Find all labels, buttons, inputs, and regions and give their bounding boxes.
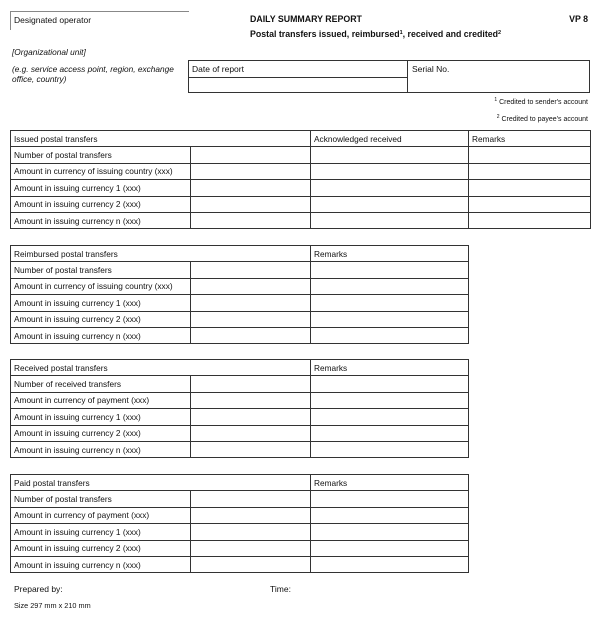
time-label: Time: — [270, 584, 291, 594]
remarks-header: Remarks — [311, 360, 469, 376]
remarks-cell[interactable] — [311, 409, 469, 425]
table-row — [11, 163, 591, 179]
value-cell[interactable] — [191, 327, 311, 343]
footnote-1-text: Credited to sender's account — [499, 99, 588, 106]
value-cell[interactable] — [191, 196, 311, 212]
value-cell[interactable] — [191, 163, 311, 179]
date-of-report-box — [188, 60, 408, 93]
table-row — [11, 295, 469, 311]
acknowledged-cell[interactable] — [311, 212, 469, 228]
row-label: Amount in currency of issuing country (xxx) — [11, 278, 191, 294]
row-label: Amount in issuing currency 1 (xxx) — [11, 295, 191, 311]
row-label: Amount in issuing currency 2 (xxx) — [11, 540, 191, 556]
row-label: Amount in issuing currency 2 (xxx) — [11, 311, 191, 327]
value-cell[interactable] — [191, 180, 311, 196]
prepared-by-label: Prepared by: — [14, 584, 63, 594]
designated-operator-label: Designated operator — [14, 15, 92, 25]
remarks-cell[interactable] — [311, 540, 469, 556]
acknowledged-cell[interactable] — [311, 163, 469, 179]
table-row — [11, 409, 469, 425]
remarks-cell[interactable] — [469, 163, 591, 179]
remarks-cell[interactable] — [311, 425, 469, 441]
value-cell[interactable] — [191, 524, 311, 540]
remarks-cell[interactable] — [311, 392, 469, 408]
value-cell[interactable] — [191, 147, 311, 163]
form-code: VP 8 — [569, 14, 588, 24]
remarks-cell[interactable] — [311, 327, 469, 343]
table-row — [11, 196, 591, 212]
reimbursed-transfers-table — [10, 245, 469, 344]
remarks-cell[interactable] — [469, 180, 591, 196]
row-label: Amount in issuing currency 1 (xxx) — [11, 409, 191, 425]
table-header-row — [11, 475, 469, 491]
table-row — [11, 262, 469, 278]
row-label: Number of received transfers — [11, 376, 191, 392]
remarks-cell[interactable] — [311, 507, 469, 523]
row-label: Amount in issuing currency 1 (xxx) — [11, 524, 191, 540]
footnote-2-number: 2 — [496, 114, 500, 120]
remarks-cell[interactable] — [311, 441, 469, 457]
serial-number-label: Serial No. — [412, 64, 450, 74]
remarks-cell[interactable] — [311, 295, 469, 311]
table-row — [11, 327, 469, 343]
row-label: Amount in issuing currency n (xxx) — [11, 556, 191, 572]
page-size-note: Size 297 mm x 210 mm — [14, 601, 91, 610]
table-row — [11, 507, 469, 523]
acknowledged-cell[interactable] — [311, 180, 469, 196]
table-row — [11, 147, 591, 163]
footnote-ref-2: 2 — [498, 30, 502, 36]
acknowledged-cell[interactable] — [311, 196, 469, 212]
remarks-header: Remarks — [469, 131, 591, 147]
acknowledged-received-header: Acknowledged received — [311, 131, 469, 147]
row-label: Amount in issuing currency 1 (xxx) — [11, 180, 191, 196]
footnote-1 — [494, 97, 588, 106]
issued-section-title: Issued postal transfers — [11, 131, 311, 147]
row-label: Amount in issuing currency 2 (xxx) — [11, 425, 191, 441]
table-row — [11, 425, 469, 441]
table-row — [11, 278, 469, 294]
row-label: Amount in issuing currency n (xxx) — [11, 212, 191, 228]
serial-number-box[interactable] — [407, 60, 590, 93]
value-cell[interactable] — [191, 409, 311, 425]
row-label: Amount in currency of payment (xxx) — [11, 392, 191, 408]
row-label: Number of postal transfers — [11, 491, 191, 507]
value-cell[interactable] — [191, 311, 311, 327]
row-label: Amount in currency of payment (xxx) — [11, 507, 191, 523]
remarks-cell[interactable] — [311, 524, 469, 540]
row-label: Amount in currency of issuing country (xxx) — [11, 163, 191, 179]
table-row — [11, 524, 469, 540]
value-cell[interactable] — [191, 556, 311, 572]
row-label: Amount in issuing currency n (xxx) — [11, 441, 191, 457]
subtitle-part2: , received and credited — [402, 29, 499, 39]
table-row — [11, 556, 469, 572]
row-label: Amount in issuing currency n (xxx) — [11, 327, 191, 343]
table-row — [11, 212, 591, 228]
remarks-header: Remarks — [311, 246, 469, 262]
table-row — [11, 491, 469, 507]
received-section-title: Received postal transfers — [11, 360, 311, 376]
remarks-cell[interactable] — [311, 491, 469, 507]
organizational-unit-label: [Organizational unit] — [12, 47, 86, 57]
table-row — [11, 441, 469, 457]
value-cell[interactable] — [191, 425, 311, 441]
remarks-cell[interactable] — [311, 262, 469, 278]
value-cell[interactable] — [191, 507, 311, 523]
paid-transfers-table — [10, 474, 469, 573]
value-cell[interactable] — [191, 392, 311, 408]
row-label: Amount in issuing currency 2 (xxx) — [11, 196, 191, 212]
footnote-1-number: 1 — [494, 97, 498, 103]
footnote-ref-1: 1 — [399, 30, 403, 36]
table-header-row — [11, 131, 591, 147]
remarks-cell[interactable] — [469, 196, 591, 212]
value-cell[interactable] — [191, 441, 311, 457]
remarks-header: Remarks — [311, 475, 469, 491]
report-title: DAILY SUMMARY REPORT — [250, 14, 362, 24]
report-subtitle — [250, 29, 501, 39]
value-cell[interactable] — [191, 376, 311, 392]
reimbursed-section-title: Reimbursed postal transfers — [11, 246, 311, 262]
remarks-cell[interactable] — [311, 376, 469, 392]
table-row — [11, 376, 469, 392]
remarks-cell[interactable] — [469, 212, 591, 228]
value-cell[interactable] — [191, 295, 311, 311]
table-row — [11, 392, 469, 408]
issued-transfers-table — [10, 130, 591, 229]
paid-section-title: Paid postal transfers — [11, 475, 311, 491]
organizational-unit-note: (e.g. service access point, region, exchange office, country) — [12, 64, 174, 84]
remarks-cell[interactable] — [311, 311, 469, 327]
received-transfers-table — [10, 359, 469, 458]
table-row — [11, 540, 469, 556]
remarks-cell[interactable] — [469, 147, 591, 163]
date-of-report-input[interactable] — [189, 78, 407, 92]
value-cell[interactable] — [191, 262, 311, 278]
footnote-2-text: Credited to payee's account — [501, 116, 588, 123]
table-header-row — [11, 360, 469, 376]
table-header-row — [11, 246, 469, 262]
footnote-2 — [497, 114, 588, 123]
remarks-cell[interactable] — [311, 278, 469, 294]
subtitle-part1: Postal transfers issued, reimbursed — [250, 29, 400, 39]
value-cell[interactable] — [191, 491, 311, 507]
value-cell[interactable] — [191, 212, 311, 228]
table-row — [11, 311, 469, 327]
acknowledged-cell[interactable] — [311, 147, 469, 163]
row-label: Number of postal transfers — [11, 262, 191, 278]
value-cell[interactable] — [191, 540, 311, 556]
row-label: Number of postal transfers — [11, 147, 191, 163]
remarks-cell[interactable] — [311, 556, 469, 572]
table-row — [11, 180, 591, 196]
date-of-report-label: Date of report — [192, 64, 244, 74]
designated-operator-field[interactable] — [10, 11, 189, 30]
value-cell[interactable] — [191, 278, 311, 294]
